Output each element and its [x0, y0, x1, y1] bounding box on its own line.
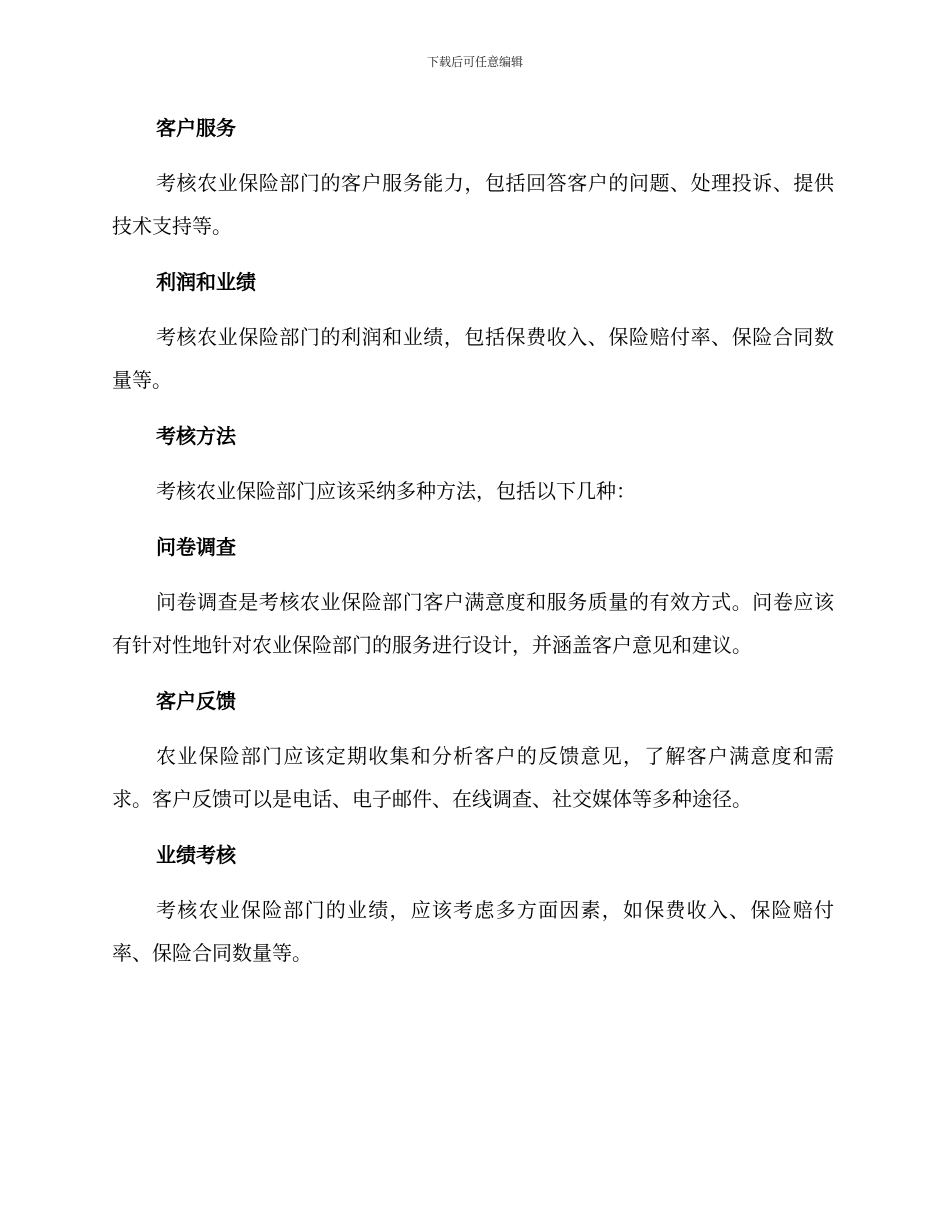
section-heading-customer-service: 客户服务	[156, 116, 236, 140]
section-body-questionnaire: 问卷调查是考核农业保险部门客户满意度和服务质量的有效方式。问卷应该有针对性地针对农业保险部门的服务进行设计，并涵盖客户意见和建议。	[112, 590, 834, 657]
page-header-note: 下载后可任意编辑	[426, 55, 523, 69]
document-body	[112, 108, 834, 989]
section-heading-questionnaire: 问卷调查	[156, 535, 236, 559]
section-body-profit-performance: 考核农业保险部门的利润和业绩，包括保费收入、保险赔付率、保险合同数量等。	[112, 325, 834, 392]
section-body-customer-feedback: 农业保险部门应该定期收集和分析客户的反馈意见，了解客户满意度和需求。客户反馈可以是电话、电子邮件、在线调查、社交媒体等多种途径。	[112, 744, 834, 811]
section-heading-customer-feedback: 客户反馈	[156, 689, 236, 713]
section-heading-profit-performance: 利润和业绩	[156, 270, 256, 294]
section-body-performance-assessment: 考核农业保险部门的业绩，应该考虑多方面因素，如保费收入、保险赔付率、保险合同数量等。	[112, 898, 834, 965]
section-body-assessment-methods: 考核农业保险部门应该采纳多种方法，包括以下几种：	[156, 479, 636, 503]
section-heading-assessment-methods: 考核方法	[156, 424, 236, 448]
section-body-customer-service: 考核农业保险部门的客户服务能力，包括回答客户的问题、处理投诉、提供技术支持等。	[112, 171, 834, 238]
section-heading-performance-assessment: 业绩考核	[156, 843, 236, 867]
